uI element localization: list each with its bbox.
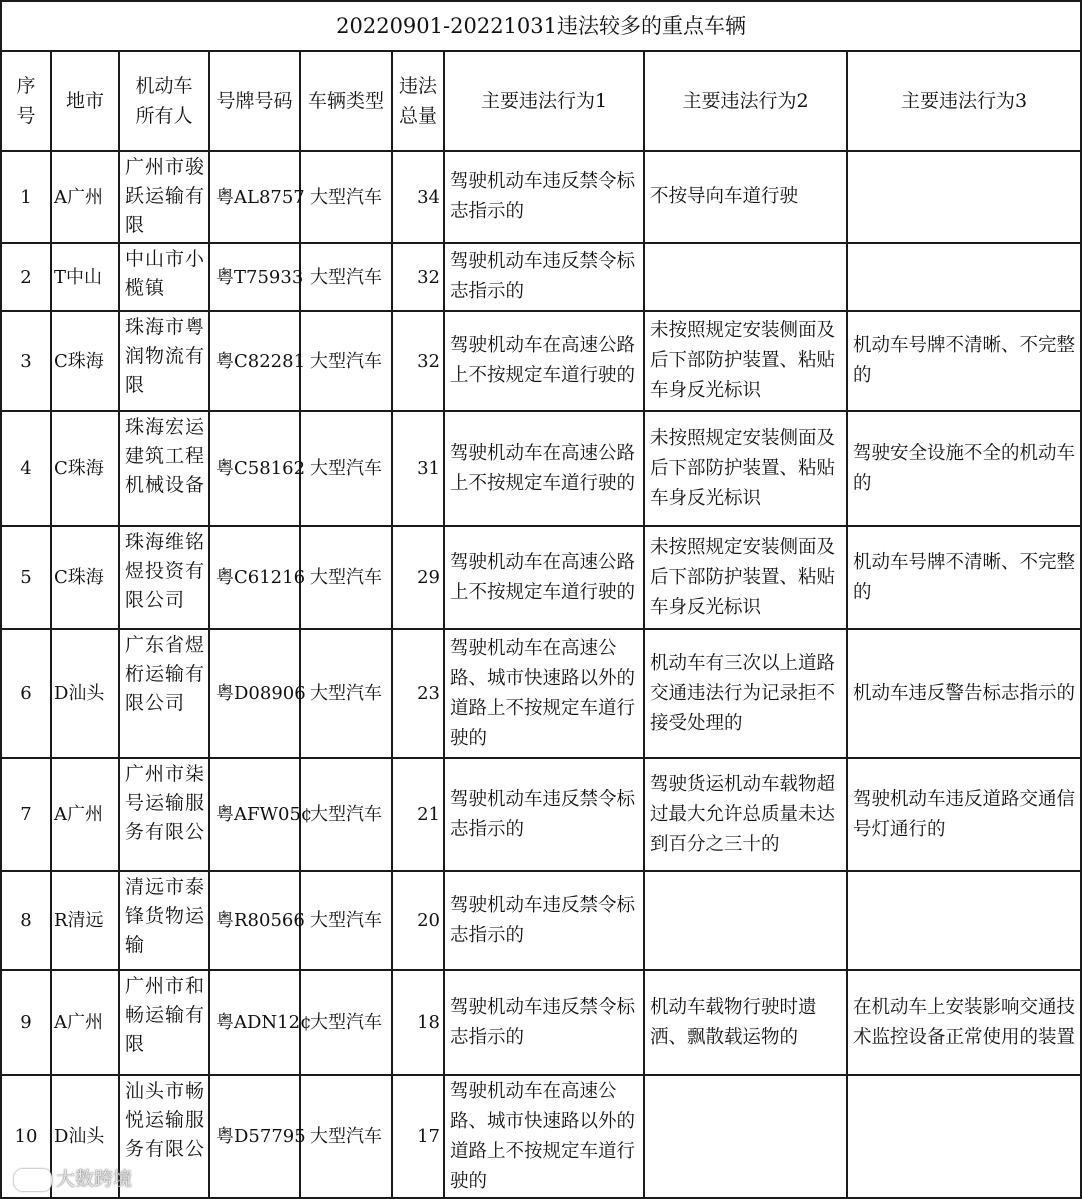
- row-violation-1: 驾驶机动车违反禁令标志指示的: [444, 151, 644, 243]
- row-violation-3: [847, 871, 1081, 970]
- row-plate: 粤D57795: [209, 1075, 300, 1198]
- row-violation-2: 未按照规定安装侧面及后下部防护装置、粘贴车身反光标识: [644, 526, 847, 629]
- row-owner: [119, 411, 209, 526]
- row-plate: 粤C82281: [209, 311, 300, 411]
- row-violation-1: 驾驶机动车在高速公路上不按规定车道行驶的: [444, 526, 644, 629]
- row-violation-3: [847, 151, 1081, 243]
- row-violation-1: 驾驶机动车在高速公路、城市快速路以外的道路上不按规定车道行驶的: [444, 1075, 644, 1198]
- row-number: 5: [1, 526, 51, 629]
- row-violation-1: 驾驶机动车违反禁令标志指示的: [444, 758, 644, 871]
- owner-text: 中山市小榄镇: [125, 248, 206, 299]
- table-row: [1, 411, 1081, 526]
- row-plate: 粤R80566: [209, 871, 300, 970]
- row-plate: 粤T75933: [209, 243, 300, 311]
- header-violation-3: 主要违法行为3: [847, 51, 1081, 151]
- row-total: 21: [392, 758, 444, 871]
- row-violation-2: 未按照规定安装侧面及后下部防护装置、粘贴车身反光标识: [644, 411, 847, 526]
- row-plate: 粤AL8757: [209, 151, 300, 243]
- table-row: [1, 871, 1081, 970]
- row-city: A广州: [51, 758, 119, 871]
- owner-text: 清远市泰锋货物运输: [125, 876, 206, 956]
- watermark-logo-icon: [14, 1169, 52, 1191]
- row-number: 4: [1, 411, 51, 526]
- row-number: 7: [1, 758, 51, 871]
- owner-text: 广州市和畅运输有限: [125, 975, 206, 1055]
- row-vehicle-type: 大型汽车: [300, 311, 392, 411]
- row-total: 31: [392, 411, 444, 526]
- row-owner: [119, 871, 209, 970]
- table-row: [1, 311, 1081, 411]
- header-owner: 机动车 所有人: [119, 51, 209, 151]
- row-violation-1: 驾驶机动车在高速公路上不按规定车道行驶的: [444, 311, 644, 411]
- owner-text: 广州市骏跃运输有限: [125, 156, 206, 236]
- table-row: [1, 758, 1081, 871]
- row-city: C珠海: [51, 526, 119, 629]
- table-row: [1, 970, 1081, 1075]
- header-violation-1: 主要违法行为1: [444, 51, 644, 151]
- row-vehicle-type: 大型汽车: [300, 629, 392, 758]
- owner-text: 珠海市粤润物流有限: [125, 316, 206, 396]
- table-row: [1, 243, 1081, 311]
- row-violation-3: 在机动车上安装影响交通技术监控设备正常使用的装置: [847, 970, 1081, 1075]
- owner-text: 广州市柒号运输服务有限公: [125, 763, 206, 843]
- row-plate: 粤ADN12¢: [209, 970, 300, 1075]
- row-violation-2: 驾驶货运机动车载物超过最大允许总质量未达到百分之三十的: [644, 758, 847, 871]
- row-plate: 粤C61216: [209, 526, 300, 629]
- row-violation-3: [847, 243, 1081, 311]
- row-total: 18: [392, 970, 444, 1075]
- row-vehicle-type: 大型汽车: [300, 411, 392, 526]
- row-owner: [119, 629, 209, 758]
- row-city: D汕头: [51, 1075, 119, 1198]
- row-number: 1: [1, 151, 51, 243]
- row-violation-3: 机动车违反警告标志指示的: [847, 629, 1081, 758]
- row-violation-3: 驾驶机动车违反道路交通信号灯通行的: [847, 758, 1081, 871]
- row-violation-1: 驾驶机动车违反禁令标志指示的: [444, 970, 644, 1075]
- row-city: C珠海: [51, 311, 119, 411]
- row-city: C珠海: [51, 411, 119, 526]
- table-row: [1, 1075, 1081, 1198]
- row-violation-2: [644, 243, 847, 311]
- row-total: 17: [392, 1075, 444, 1198]
- header-row: [1, 51, 1081, 151]
- row-owner: [119, 526, 209, 629]
- row-owner: [119, 1075, 209, 1198]
- table-title: 20220901-20221031违法较多的重点车辆: [1, 1, 1081, 51]
- row-violation-3: 机动车号牌不清晰、不完整的: [847, 311, 1081, 411]
- row-total: 34: [392, 151, 444, 243]
- row-plate: 粤C58162: [209, 411, 300, 526]
- row-violation-3: 驾驶安全设施不全的机动车的: [847, 411, 1081, 526]
- row-number: 6: [1, 629, 51, 758]
- owner-text: 广东省煜桁运输有限公司: [125, 634, 206, 714]
- row-number: 2: [1, 243, 51, 311]
- row-violation-1: 驾驶机动车违反禁令标志指示的: [444, 871, 644, 970]
- row-total: 20: [392, 871, 444, 970]
- row-vehicle-type: 大型汽车: [300, 526, 392, 629]
- row-owner: [119, 311, 209, 411]
- owner-text: 珠海宏运建筑工程机械设备: [125, 416, 206, 496]
- row-city: A广州: [51, 151, 119, 243]
- header-city: 地市: [51, 51, 119, 151]
- row-violation-1: 驾驶机动车在高速公路、城市快速路以外的道路上不按规定车道行驶的: [444, 629, 644, 758]
- header-type: 车辆类型: [300, 51, 392, 151]
- row-vehicle-type: 大型汽车: [300, 1075, 392, 1198]
- row-violation-3: 机动车号牌不清晰、不完整的: [847, 526, 1081, 629]
- row-city: D汕头: [51, 629, 119, 758]
- row-violation-2: 机动车有三次以上道路交通违法行为记录拒不接受处理的: [644, 629, 847, 758]
- row-plate: 粤D08906: [209, 629, 300, 758]
- row-violation-2: [644, 871, 847, 970]
- header-violation-2: 主要违法行为2: [644, 51, 847, 151]
- row-number: 3: [1, 311, 51, 411]
- row-violation-2: 机动车载物行驶时遗洒、飘散载运物的: [644, 970, 847, 1075]
- row-city: A广州: [51, 970, 119, 1075]
- row-vehicle-type: 大型汽车: [300, 970, 392, 1075]
- row-vehicle-type: 大型汽车: [300, 151, 392, 243]
- row-violation-1: 驾驶机动车在高速公路上不按规定车道行驶的: [444, 411, 644, 526]
- row-number: 10: [1, 1075, 51, 1198]
- row-total: 32: [392, 311, 444, 411]
- row-owner: [119, 970, 209, 1075]
- row-owner: [119, 243, 209, 311]
- header-no: 序 号: [1, 51, 51, 151]
- row-total: 32: [392, 243, 444, 311]
- row-violation-2: 未按照规定安装侧面及后下部防护装置、粘贴车身反光标识: [644, 311, 847, 411]
- row-vehicle-type: 大型汽车: [300, 758, 392, 871]
- owner-text: 汕头市畅悦运输服务有限公: [125, 1080, 206, 1160]
- row-city: T中山: [51, 243, 119, 311]
- table-row: [1, 629, 1081, 758]
- header-plate: 号牌号码: [209, 51, 300, 151]
- row-vehicle-type: 大型汽车: [300, 243, 392, 311]
- row-violation-3: [847, 1075, 1081, 1198]
- watermark: 大数跨境: [14, 1164, 132, 1191]
- row-owner: [119, 758, 209, 871]
- row-violation-1: 驾驶机动车违反禁令标志指示的: [444, 243, 644, 311]
- table-row: [1, 526, 1081, 629]
- row-number: 9: [1, 970, 51, 1075]
- row-plate: 粤AFW05¢: [209, 758, 300, 871]
- row-violation-2: [644, 1075, 847, 1198]
- row-total: 29: [392, 526, 444, 629]
- row-number: 8: [1, 871, 51, 970]
- row-violation-2: 不按导向车道行驶: [644, 151, 847, 243]
- owner-text: 珠海维铭煜投资有限公司: [125, 531, 206, 611]
- row-owner: [119, 151, 209, 243]
- row-total: 23: [392, 629, 444, 758]
- row-vehicle-type: 大型汽车: [300, 871, 392, 970]
- row-city: R清远: [51, 871, 119, 970]
- header-total: 违法 总量: [392, 51, 444, 151]
- table-row: [1, 151, 1081, 243]
